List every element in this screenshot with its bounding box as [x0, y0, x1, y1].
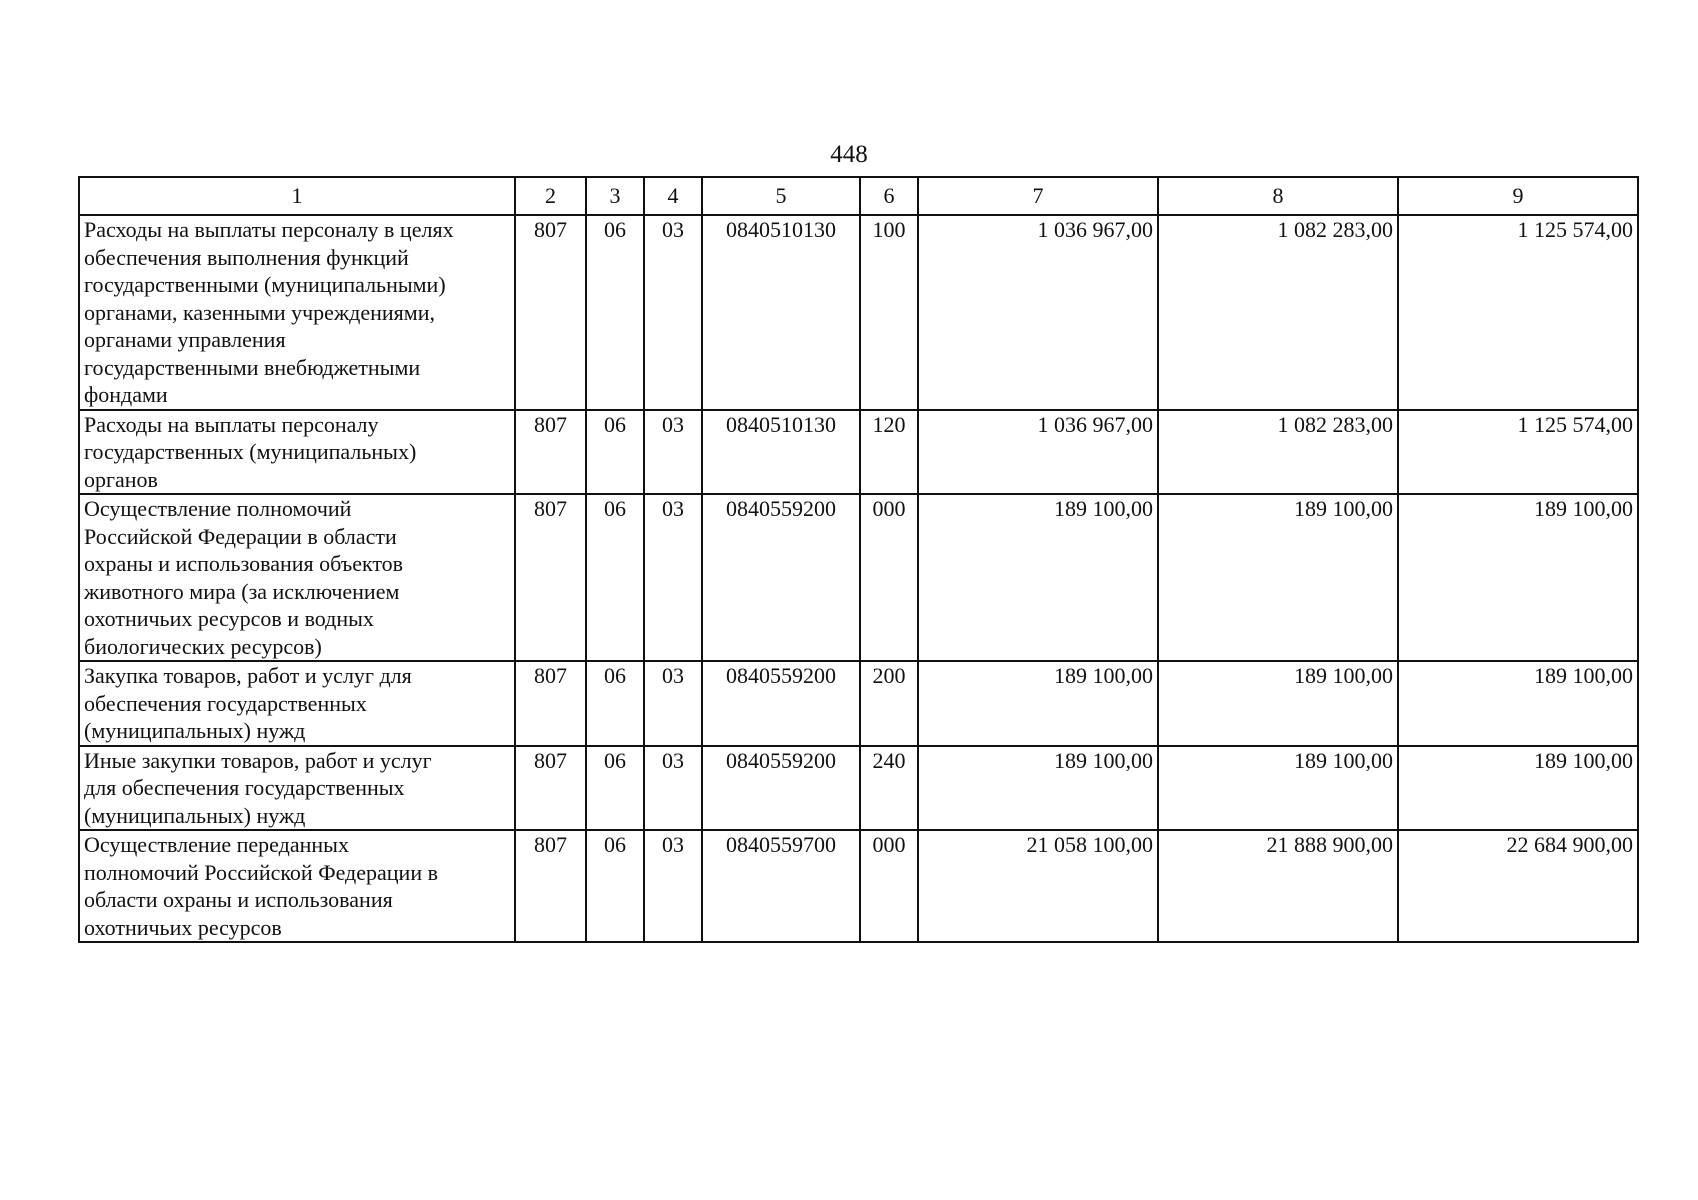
section-code: 06 — [586, 746, 644, 831]
amount-col-7: 1 036 967,00 — [918, 215, 1158, 410]
description-line: охраны и использования объектов — [84, 551, 404, 576]
expense-type-code: 000 — [860, 494, 918, 661]
description-line: государственными (муниципальными) — [84, 272, 446, 297]
amount-col-8: 21 888 900,00 — [1158, 830, 1398, 942]
column-header-2: 2 — [515, 177, 586, 215]
expense-type-code: 100 — [860, 215, 918, 410]
target-article-code: 0840559200 — [702, 746, 860, 831]
amount-col-8: 189 100,00 — [1158, 746, 1398, 831]
subsection-code: 03 — [644, 661, 702, 746]
section-code: 06 — [586, 830, 644, 942]
description-line: Осуществление переданных — [84, 832, 349, 857]
table-row — [79, 410, 1638, 495]
expense-type-code: 000 — [860, 830, 918, 942]
column-header-5: 5 — [702, 177, 860, 215]
amount-col-8: 189 100,00 — [1158, 494, 1398, 661]
description-line: Российской Федерации в области — [84, 523, 397, 549]
expense-type-code: 120 — [860, 410, 918, 495]
expense-type-code: 200 — [860, 661, 918, 746]
description-line: полномочий Российской Федерации в — [84, 859, 438, 885]
table-row — [79, 661, 1638, 746]
amount-col-7: 189 100,00 — [918, 746, 1158, 831]
subsection-code: 03 — [644, 746, 702, 831]
ministry-code: 807 — [515, 661, 586, 746]
description-line: обеспечения государственных — [84, 690, 367, 716]
amount-col-7: 189 100,00 — [918, 494, 1158, 661]
column-header-4: 4 — [644, 177, 702, 215]
ministry-code: 807 — [515, 215, 586, 410]
section-code: 06 — [586, 494, 644, 661]
column-header-8: 8 — [1158, 177, 1398, 215]
column-header-1: 1 — [79, 177, 515, 215]
column-header-7: 7 — [918, 177, 1158, 215]
section-code: 06 — [586, 410, 644, 495]
target-article-code: 0840559200 — [702, 494, 860, 661]
ministry-code: 807 — [515, 746, 586, 831]
row-description — [79, 661, 515, 746]
description-line: области охраны и использования — [84, 887, 393, 912]
section-code: 06 — [586, 661, 644, 746]
ministry-code: 807 — [515, 830, 586, 942]
amount-col-9: 189 100,00 — [1398, 494, 1638, 661]
description-line: органов — [84, 466, 158, 492]
row-description — [79, 410, 515, 495]
subsection-code: 03 — [644, 215, 702, 410]
page-number: 448 — [830, 141, 868, 168]
subsection-code: 03 — [644, 410, 702, 495]
amount-col-8: 1 082 283,00 — [1158, 215, 1398, 410]
amount-col-8: 1 082 283,00 — [1158, 410, 1398, 495]
column-header-6: 6 — [860, 177, 918, 215]
section-code: 06 — [586, 215, 644, 410]
description-line: животного мира (за исключением — [84, 578, 400, 604]
amount-col-9: 189 100,00 — [1398, 746, 1638, 831]
description-line: фондами — [84, 382, 168, 407]
ministry-code: 807 — [515, 410, 586, 495]
row-description — [79, 494, 515, 661]
description-line: Осуществление полномочий — [84, 496, 352, 521]
row-description — [79, 215, 515, 410]
table-body — [79, 215, 1638, 942]
description-line: Расходы на выплаты персоналу — [84, 411, 379, 437]
amount-col-7: 1 036 967,00 — [918, 410, 1158, 495]
description-line: Закупка товаров, работ и услуг для — [84, 663, 412, 688]
amount-col-7: 21 058 100,00 — [918, 830, 1158, 942]
description-line: биологических ресурсов) — [84, 633, 322, 659]
description-line: обеспечения выполнения функций — [84, 244, 409, 270]
description-line: охотничьих ресурсов — [84, 914, 282, 940]
amount-col-9: 22 684 900,00 — [1398, 830, 1638, 942]
table-row — [79, 494, 1638, 661]
column-header-3: 3 — [586, 177, 644, 215]
description-line: Иные закупки товаров, работ и услуг — [84, 747, 432, 773]
amount-col-7: 189 100,00 — [918, 661, 1158, 746]
description-line: Расходы на выплаты персоналу в целях — [84, 217, 454, 242]
budget-table — [78, 176, 1639, 943]
table-row — [79, 830, 1638, 942]
target-article-code: 0840510130 — [702, 410, 860, 495]
amount-col-9: 189 100,00 — [1398, 661, 1638, 746]
description-line: органами управления — [84, 327, 286, 352]
target-article-code: 0840559700 — [702, 830, 860, 942]
expense-type-code: 240 — [860, 746, 918, 831]
header-row — [79, 177, 1638, 215]
column-header-9: 9 — [1398, 177, 1638, 215]
subsection-code: 03 — [644, 830, 702, 942]
row-description — [79, 830, 515, 942]
amount-col-9: 1 125 574,00 — [1398, 410, 1638, 495]
target-article-code: 0840510130 — [702, 215, 860, 410]
description-line: (муниципальных) нужд — [84, 718, 306, 743]
amount-col-9: 1 125 574,00 — [1398, 215, 1638, 410]
table-row — [79, 746, 1638, 831]
target-article-code: 0840559200 — [702, 661, 860, 746]
table-row — [79, 215, 1638, 410]
amount-col-8: 189 100,00 — [1158, 661, 1398, 746]
description-line: государственными внебюджетными — [84, 354, 421, 380]
description-line: для обеспечения государственных — [84, 775, 405, 800]
description-line: охотничьих ресурсов и водных — [84, 606, 374, 631]
subsection-code: 03 — [644, 494, 702, 661]
row-description — [79, 746, 515, 831]
description-line: органами, казенными учреждениями, — [84, 299, 435, 325]
description-line: (муниципальных) нужд — [84, 802, 306, 828]
ministry-code: 807 — [515, 494, 586, 661]
description-line: государственных (муниципальных) — [84, 439, 417, 464]
